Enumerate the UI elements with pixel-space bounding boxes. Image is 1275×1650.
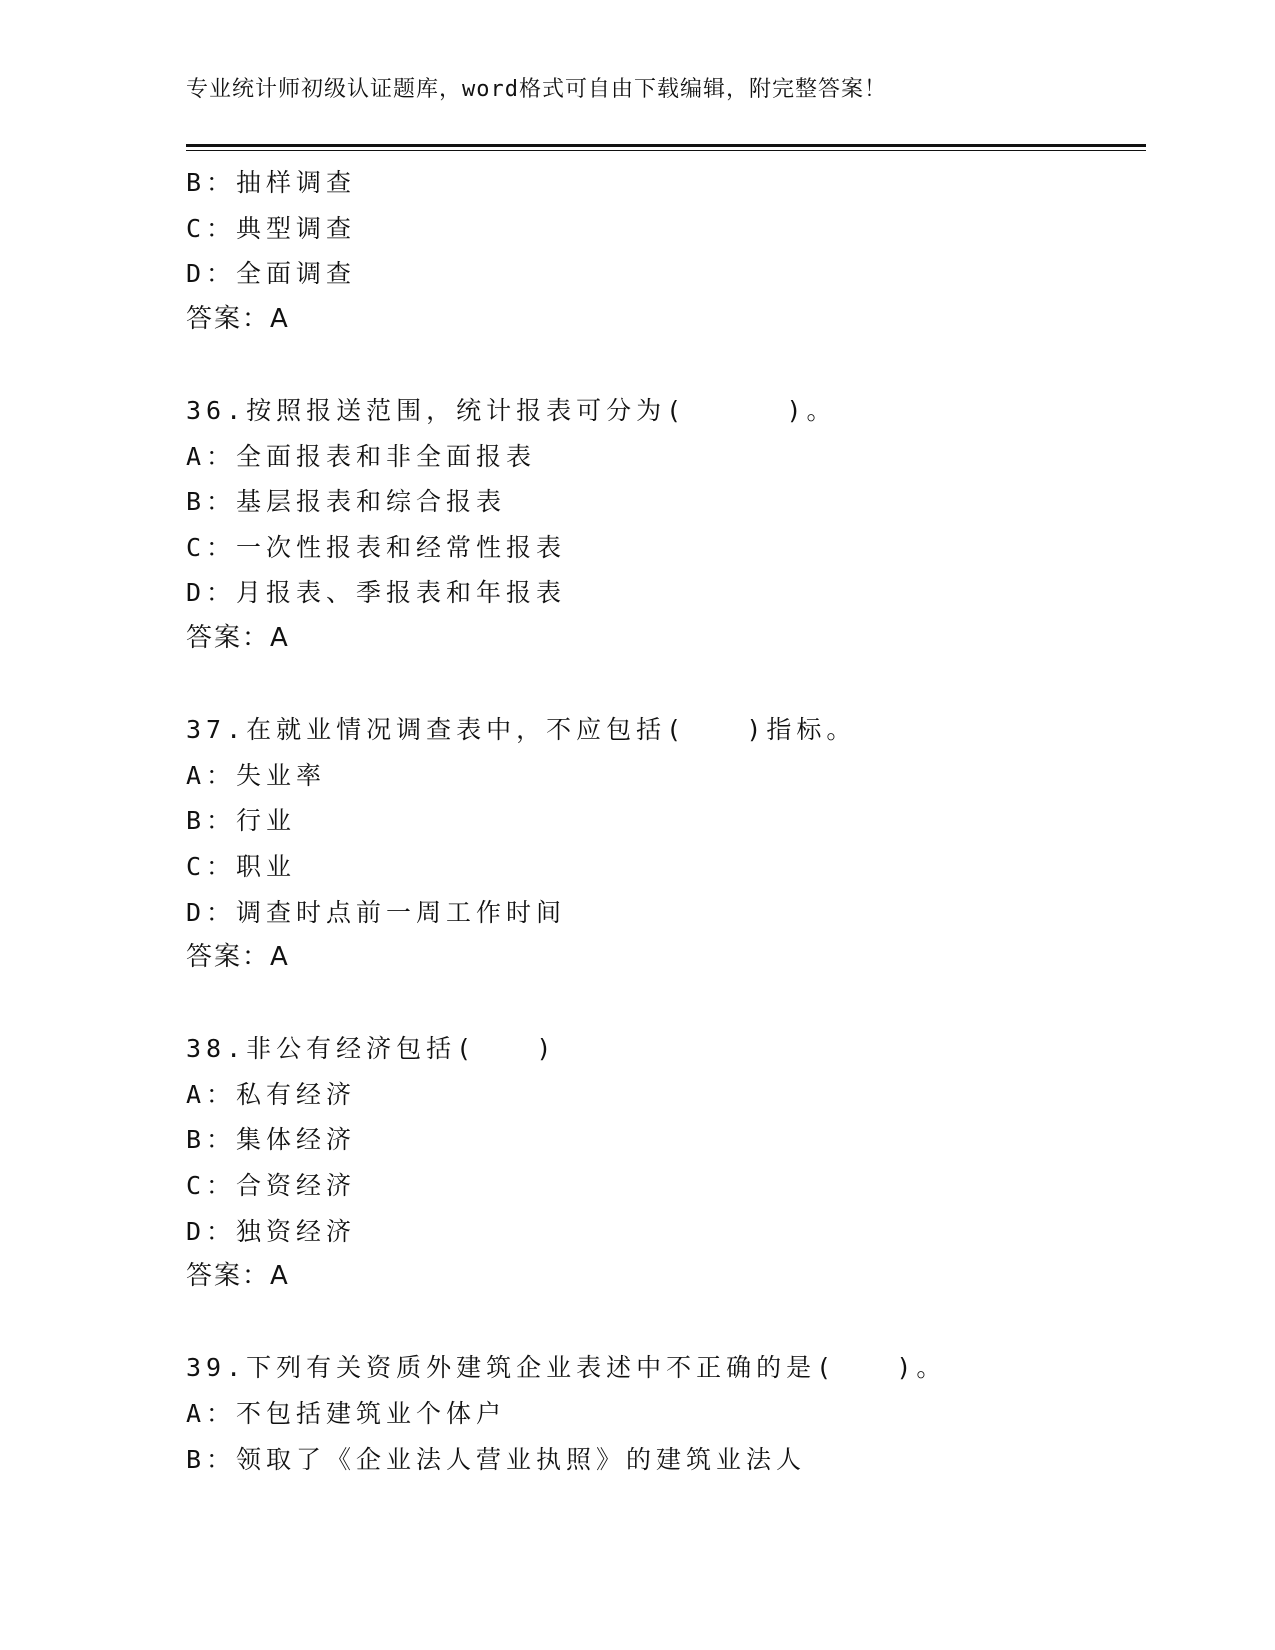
spacer	[186, 981, 1146, 1027]
option-a: A：失业率	[186, 760, 327, 790]
header-rule-thin	[186, 150, 1146, 151]
option-a: A：全面报表和非全面报表	[186, 441, 537, 471]
option-b: B：领取了《企业法人营业执照》的建筑业法人	[186, 1444, 807, 1474]
answer-label: 答案：A	[186, 622, 290, 653]
answer-label: 答案：A	[186, 942, 290, 973]
question-stem: 36.按照报送范围，统计报表可分为( )。	[186, 395, 837, 425]
option-a: A：不包括建筑业个体户	[186, 1399, 507, 1429]
question-36	[186, 388, 1146, 662]
option-d: D：全面调查	[186, 259, 357, 289]
answer-label: 答案：A	[186, 303, 290, 334]
option-a: A：私有经济	[186, 1079, 357, 1109]
spacer	[186, 342, 1146, 388]
option-c: C：典型调查	[186, 213, 357, 243]
page-header: 专业统计师初级认证题库，word格式可自由下载编辑，附完整答案！	[186, 77, 887, 102]
question-38	[186, 1026, 1146, 1300]
option-b: B：基层报表和综合报表	[186, 487, 507, 517]
option-c: C：一次性报表和经常性报表	[186, 532, 567, 562]
question-stem: 38.非公有经济包括( )	[186, 1034, 557, 1064]
question-stem: 37.在就业情况调查表中，不应包括( )指标。	[186, 715, 857, 745]
option-c: C：职业	[186, 851, 297, 881]
spacer	[186, 662, 1146, 708]
option-b: B：行业	[186, 806, 297, 836]
question-35-partial	[186, 160, 1146, 342]
spacer	[186, 1300, 1146, 1346]
answer-label: 答案：A	[186, 1261, 290, 1292]
question-39	[186, 1345, 1146, 1482]
option-b: B：抽样调查	[186, 168, 357, 197]
question-content	[186, 160, 1146, 1482]
question-37	[186, 707, 1146, 981]
option-b: B：集体经济	[186, 1125, 357, 1155]
header-rule-thick	[186, 144, 1146, 147]
question-stem: 39.下列有关资质外建筑企业表述中不正确的是( )。	[186, 1353, 947, 1383]
option-d: D：独资经济	[186, 1216, 357, 1246]
option-d: D：月报表、季报表和年报表	[186, 578, 567, 608]
option-c: C：合资经济	[186, 1171, 357, 1201]
option-d: D：调查时点前一周工作时间	[186, 897, 567, 927]
